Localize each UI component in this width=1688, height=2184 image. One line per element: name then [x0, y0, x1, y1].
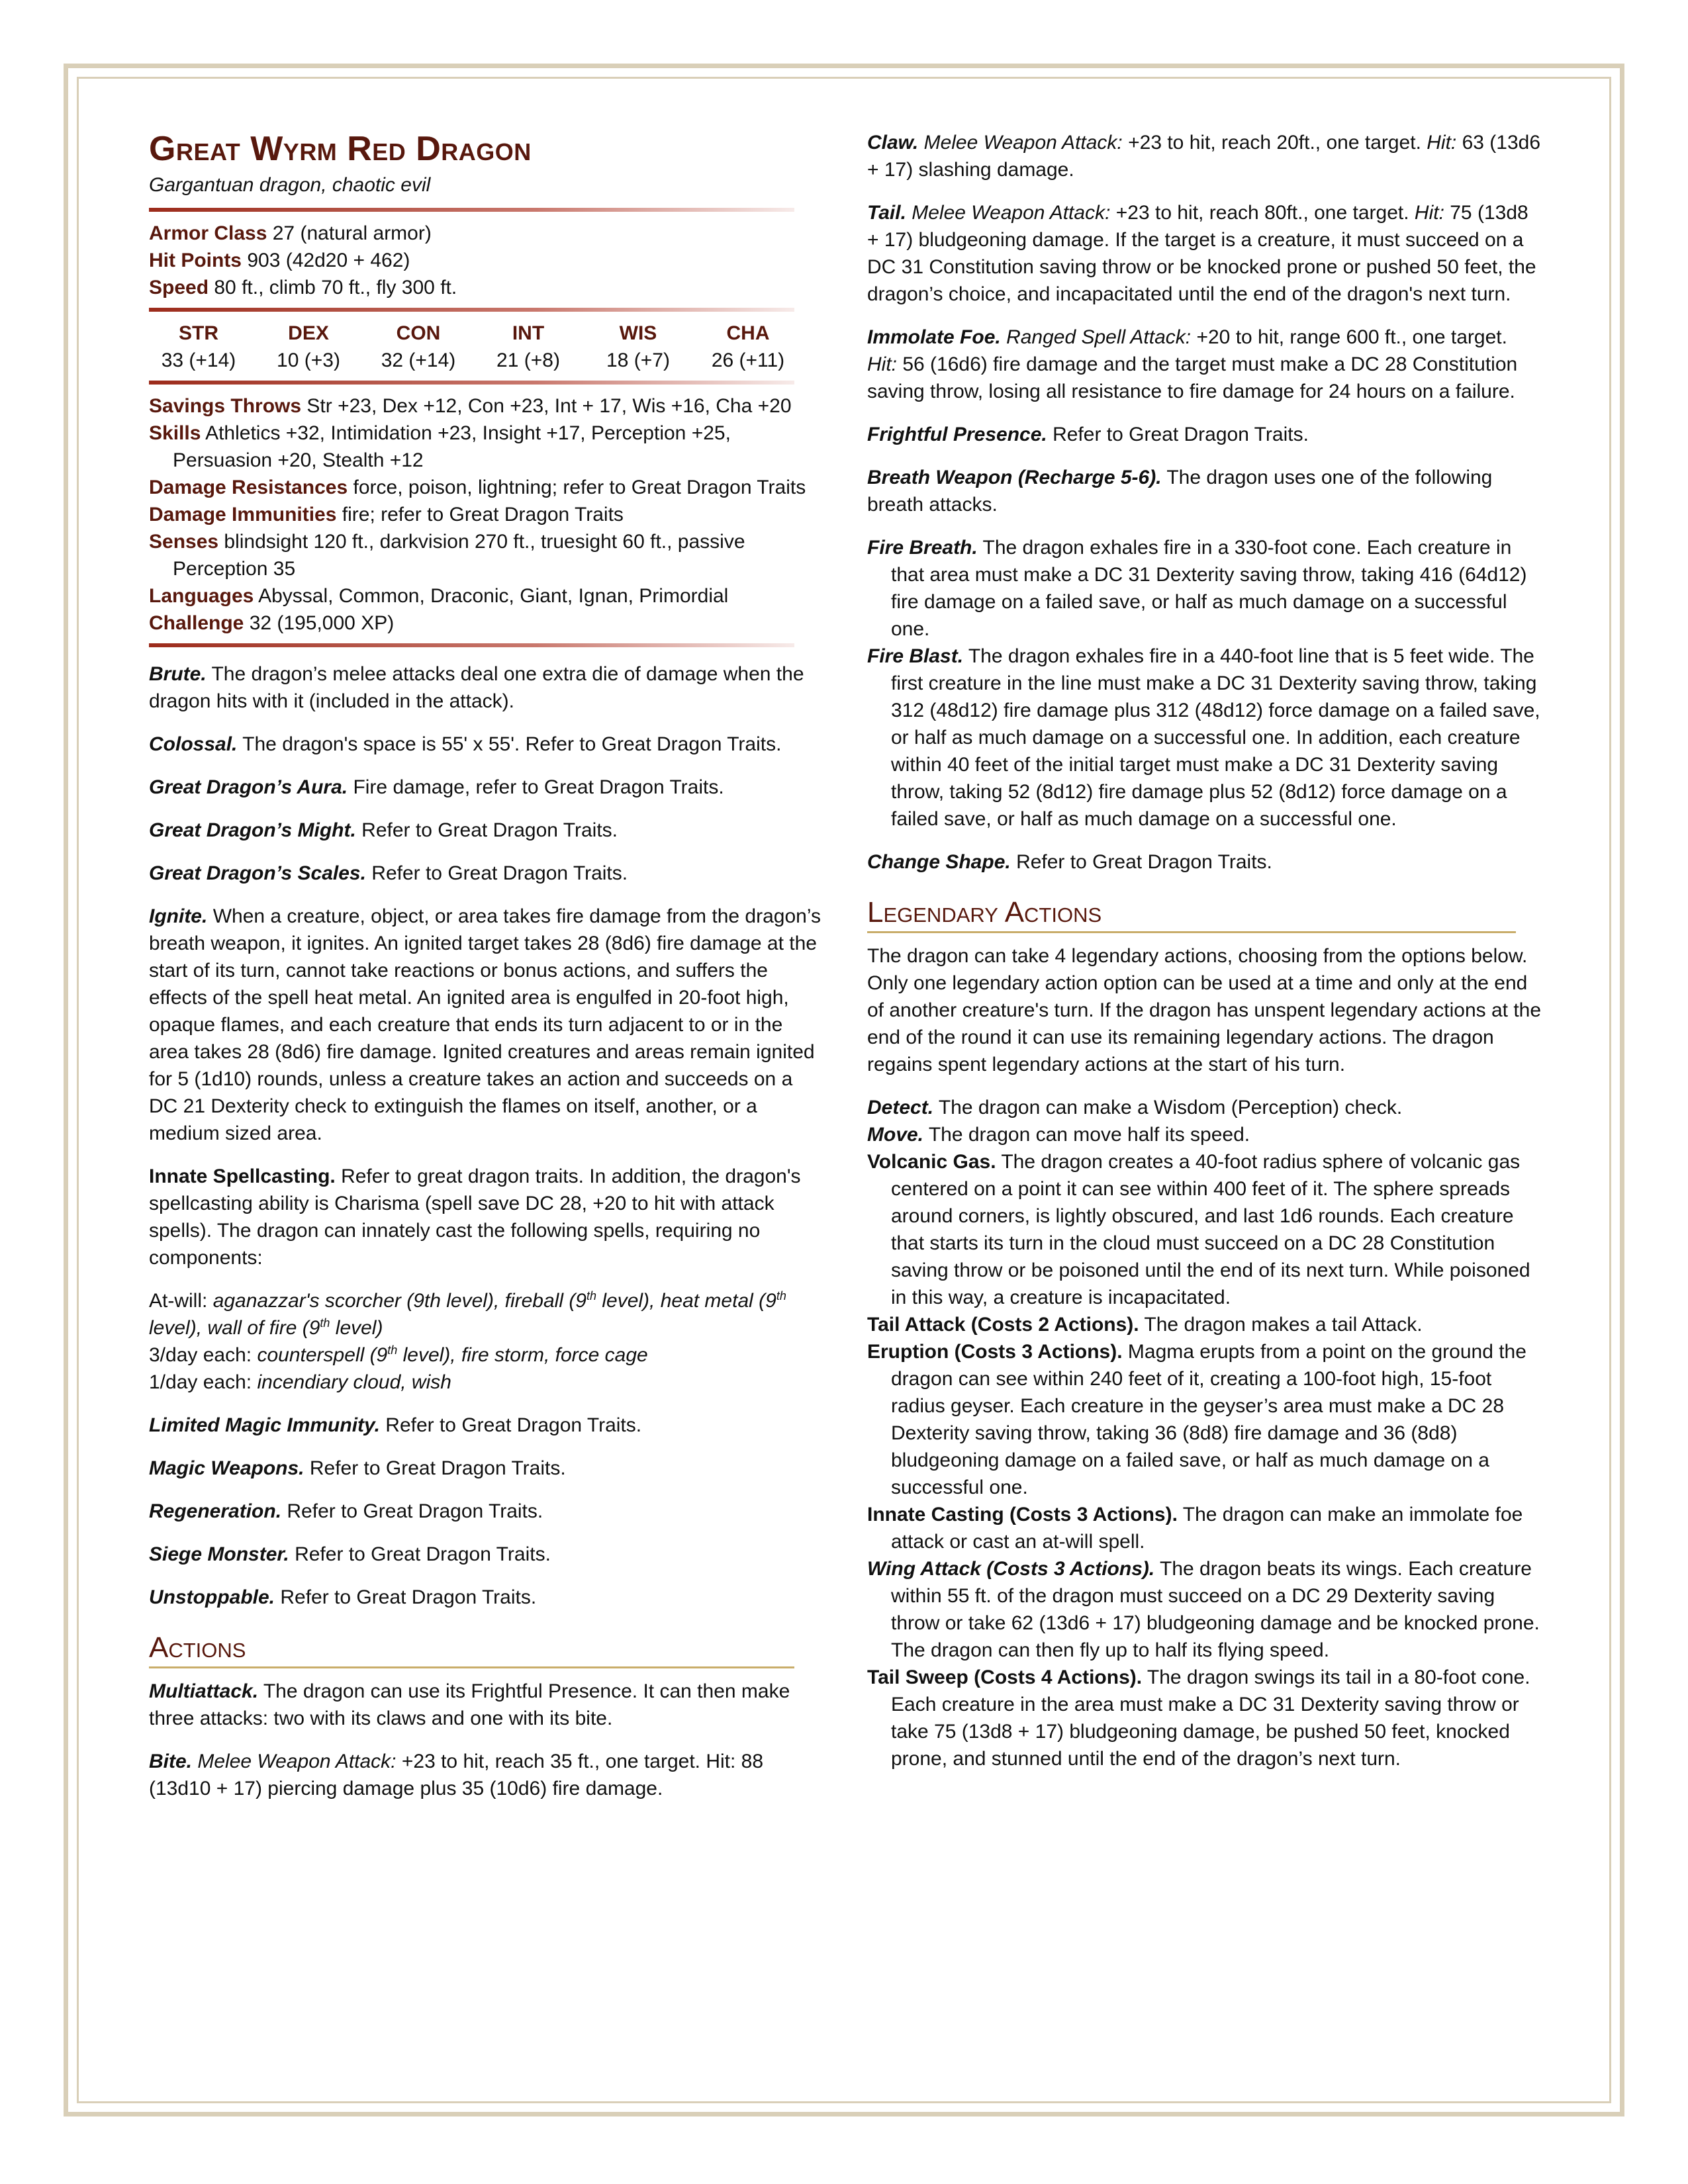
ability-wis: WIS 18 (+7)	[606, 322, 670, 371]
challenge: Challenge 32 (195,000 XP)	[149, 612, 395, 634]
senses: Senses blindsight 120 ft., darkvision 270 ft., truesight 60 ft., passive Perception 35	[149, 531, 745, 580]
legendary-intro: The dragon can take 4 legendary actions, choosing from the options below. Only one legendary action option can be used at a time and only at the end of another creature's turn. If the dragon has unspent legendary actions at the end of the round it can use its remaining legendary actions. The dragon regains spent legendary actions at the start of his turn.	[867, 945, 1542, 1075]
legendary-wing-attack: Wing Attack (Costs 3 Actions). The dragon beats its wings. Each creature within 55 ft. of the dragon must succeed on a DC 29 Dexterity saving throw or take 62 (13d6 + 17) bludgeoning damage and be knocked prone. The dragon can then fly up to half its flying speed.	[867, 1558, 1540, 1661]
divider	[149, 381, 794, 385]
damage-immunities: Damage Immunities fire; refer to Great Dragon Traits	[149, 504, 624, 525]
action-immolate-foe: Immolate Foe. Ranged Spell Attack: +20 to hit, range 600 ft., one target. Hit: 56 (16d6) fire damage and the target must make a DC 28 Constitution saving throw, losing all resistance to fire damage for 24 hours on a failure.	[867, 326, 1518, 402]
legendary-actions-heading: Legendary Actions	[867, 895, 1516, 933]
divider	[149, 208, 794, 212]
trait-brute: Brute. The dragon’s melee attacks deal one extra die of damage when the dragon hits with it (included in the attack).	[149, 663, 804, 712]
hit-points: Hit Points 903 (42d20 + 462)	[149, 250, 410, 271]
legendary-innate-casting: Innate Casting (Costs 3 Actions). The dragon can make an immolate foe attack or cast an at-will spell.	[867, 1504, 1523, 1553]
ability-dex: DEX 10 (+3)	[277, 322, 340, 371]
ability-con: CON 32 (+14)	[381, 322, 456, 371]
divider	[149, 308, 794, 312]
ability-scores	[149, 320, 798, 374]
trait-magic-weapons: Magic Weapons. Refer to Great Dragon Traits.	[149, 1457, 566, 1479]
trait-unstoppable: Unstoppable. Refer to Great Dragon Traits.	[149, 1586, 537, 1608]
action-frightful-presence: Frightful Presence. Refer to Great Dragon Traits.	[867, 424, 1309, 445]
ability-cha: CHA 26 (+11)	[711, 322, 785, 371]
monster-subtitle: Gargantuan dragon, chaotic evil	[149, 174, 431, 196]
trait-limited-magic-immunity: Limited Magic Immunity. Refer to Great Dragon Traits.	[149, 1414, 642, 1436]
trait-ignite: Ignite. When a creature, object, or area takes fire damage from the dragon’s breath weapon, it ignites. An ignited target takes 28 (8d6) fire damage at the start of its turn, cannot take reactions or bonus actions, and suffers the effects of the spell heat metal. An ignited area is engulfed in 20-foot high, opaque flames, and each creature that ends its turn adjacent to or in the area takes 28 (8d6) fire damage. Ignited creatures and areas remain ignited for 5 (1d10) rounds, unless a creature takes an action and succeeds on a DC 21 Dexterity check to extinguish the flames on itself, another, or a medium sized area.	[149, 905, 821, 1144]
action-fire-breath: Fire Breath. The dragon exhales fire in a 330-foot cone. Each creature in that area must make a DC 31 Dexterity saving throw, taking 416 (64d12) fire damage on a failed save, or half as much damage on a successful one.	[867, 537, 1527, 640]
action-claw: Claw. Melee Weapon Attack: +23 to hit, reach 20ft., one target. Hit: 63 (13d6 + 17) slashing damage.	[867, 132, 1541, 181]
right-column	[867, 129, 1542, 1772]
saving-throws: Savings Throws Str +23, Dex +12, Con +23, Int + 17, Wis +16, Cha +20	[149, 395, 792, 417]
legendary-tail-sweep: Tail Sweep (Costs 4 Actions). The dragon swings its tail in a 80-foot cone. Each creature in the area must make a DC 31 Dexterity saving throw or take 75 (13d8 + 17) bludgeoning damage, be pushed 50 feet, knocked prone, and stunned until the end of the dragon’s next turn.	[867, 1666, 1530, 1770]
trait-might: Great Dragon’s Might. Refer to Great Dragon Traits.	[149, 819, 618, 841]
action-change-shape: Change Shape. Refer to Great Dragon Traits.	[867, 851, 1272, 873]
trait-scales: Great Dragon’s Scales. Refer to Great Dragon Traits.	[149, 862, 628, 884]
trait-colossal: Colossal. The dragon's space is 55' x 55'. Refer to Great Dragon Traits.	[149, 733, 782, 755]
trait-aura: Great Dragon’s Aura. Fire damage, refer to Great Dragon Traits.	[149, 776, 724, 798]
ability-int: INT 21 (+8)	[496, 322, 560, 371]
damage-resistances: Damage Resistances force, poison, lightning; refer to Great Dragon Traits	[149, 477, 806, 498]
legendary-volcanic-gas: Volcanic Gas. The dragon creates a 40-foot radius sphere of volcanic gas centered on a point it can see within 400 feet of it. The sphere spreads around corners, is lightly obscured, and last 1d6 rounds. Each creature that starts its turn in the cloud must succeed on a DC 28 Constitution saving throw or be poisoned until the end of its next turn. While poisoned in this way, a creature is incapacitated.	[867, 1151, 1530, 1308]
skills: Skills Athletics +32, Intimidation +23, Insight +17, Perception +25, Persuasion +20, Stealth +12	[149, 422, 731, 471]
trait-regeneration: Regeneration. Refer to Great Dragon Traits.	[149, 1500, 543, 1522]
ability-str: STR 33 (+14)	[161, 322, 236, 371]
action-fire-blast: Fire Blast. The dragon exhales fire in a 440-foot line that is 5 feet wide. The first creature in the line must make a DC 31 Dexterity saving throw, taking 312 (48d12) fire damage plus 312 (48d12) force damage on a failed save, or half as much damage on a successful one. In addition, each creature within 40 feet of the initial target must make a DC 31 Dexterity saving throw, taking 52 (8d12) fire damage plus 52 (8d12) force damage on a failed save, or half as much damage on a successful one.	[867, 645, 1540, 830]
action-multiattack: Multiattack. The dragon can use its Frightful Presence. It can then make three attacks: two with its claws and one with its bite.	[149, 1680, 790, 1729]
spell-three-per-day: 3/day each: counterspell (9th level), fire storm, force cage	[149, 1343, 648, 1366]
legendary-eruption: Eruption (Costs 3 Actions). Magma erupts from a point on the ground the dragon can see within 240 feet of it, creating a 100-foot high, 15-foot radius geyser. Each creature in the geyser’s area must make a DC 28 Dexterity saving throw, taking 36 (8d8) fire damage and 36 (8d8) bludgeoning damage on a failed save, or half as much damage on a successful one.	[867, 1341, 1526, 1498]
legendary-detect: Detect. The dragon can make a Wisdom (Perception) check.	[867, 1097, 1403, 1118]
spell-atwill: At-will: aganazzar's scorcher (9th level), fireball (9th level), heat metal (9th level), wall of fire (9th level)	[149, 1289, 786, 1339]
trait-innate-spellcasting: Innate Spellcasting. Refer to great dragon traits. In addition, the dragon's spellcasting ability is Charisma (spell save DC 28, +20 to hit with attack spells). The dragon can innately cast the following spells, requiring no components:	[149, 1165, 801, 1269]
action-bite: Bite. Melee Weapon Attack: +23 to hit, reach 35 ft., one target. Hit: 88 (13d10 + 17) piercing damage plus 35 (10d6) fire damage.	[149, 1751, 764, 1799]
divider	[149, 643, 794, 647]
legendary-move: Move. The dragon can move half its speed.	[867, 1124, 1250, 1146]
trait-siege-monster: Siege Monster. Refer to Great Dragon Traits.	[149, 1543, 551, 1565]
armor-class: Armor Class 27 (natural armor)	[149, 222, 432, 244]
action-tail: Tail. Melee Weapon Attack: +23 to hit, reach 80ft., one target. Hit: 75 (13d8 + 17) bludgeoning damage. If the target is a creature, it must succeed on a DC 31 Constitution saving throw or be knocked prone or pushed 50 feet, the dragon’s choice, and incapacitated until the end of the dragon's next turn.	[867, 202, 1536, 305]
speed: Speed 80 ft., climb 70 ft., fly 300 ft.	[149, 277, 457, 298]
monster-title: Great Wyrm Red Dragon	[149, 130, 532, 168]
spell-one-per-day: 1/day each: incendiary cloud, wish	[149, 1371, 451, 1393]
languages: Languages Abyssal, Common, Draconic, Giant, Ignan, Primordial	[149, 585, 729, 607]
actions-heading: Actions	[149, 1631, 794, 1668]
legendary-tail-attack: Tail Attack (Costs 2 Actions). The dragon makes a tail Attack.	[867, 1314, 1423, 1336]
action-breath-weapon: Breath Weapon (Recharge 5-6). The dragon uses one of the following breath attacks.	[867, 467, 1493, 516]
left-column	[149, 129, 824, 1818]
